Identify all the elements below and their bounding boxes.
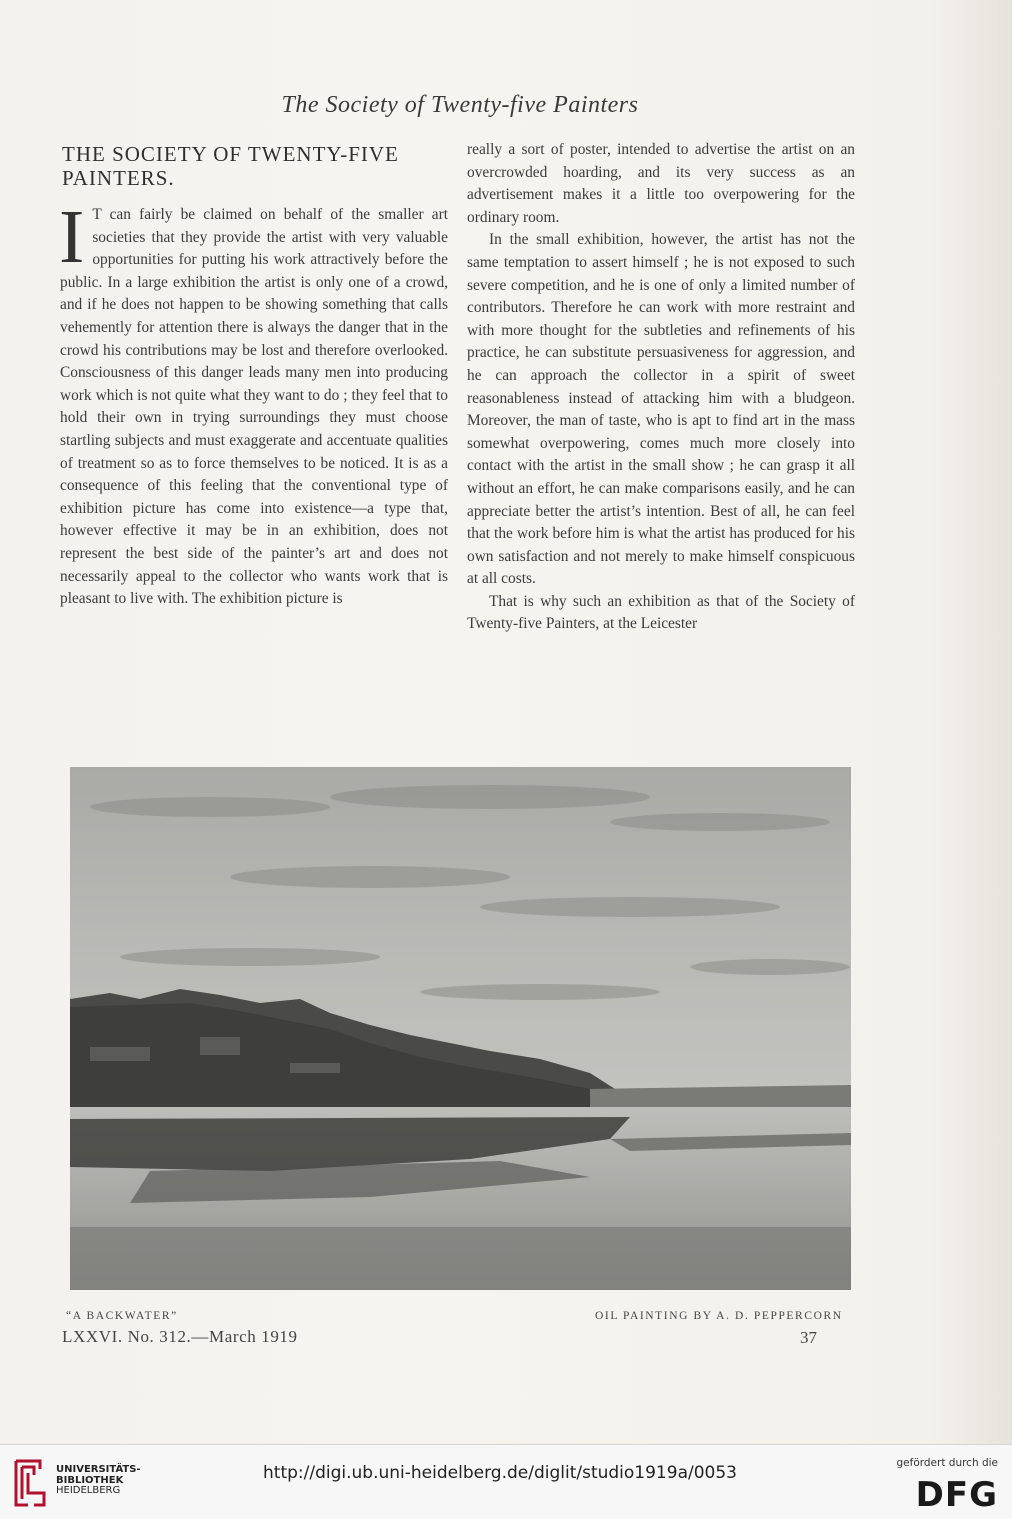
right-paragraph-2: In the small exhibition, however, the artist has not the same temptation to assert himself ; he is not exposed to such severe competition, and he is one of only a limited number of contributors. Therefore he can work with more restraint and with more thought for the subtleties and refinements of his practice, he can substitute persuasiveness for aggression, and he can approach the collector in a spirit of sweet reasonableness instead of attacking him with a bludgeon. Moreover, the man of taste, who is apt to find art in the mass somewhat overpowering, comes much more closely into contact with the artist in the small show ; he can grasp it all without an effort, he can make comparisons easily, and he can appreciate better the artist’s intention. Best of all, he can feel that the work before him is what the artist has produced for his own satisfaction and not merely to make himself conspicuous at all costs. [467, 231, 855, 588]
library-logo-icon [12, 1457, 52, 1509]
page-number: 37 [800, 1328, 817, 1347]
library-name-line2: BIBLIOTHEK [56, 1474, 124, 1486]
painting-illustration [70, 767, 851, 1290]
figure-caption-credit: OIL PAINTING BY A. D. PEPPERCORN [595, 1310, 843, 1322]
painting-image [70, 767, 851, 1290]
left-paragraph-text: T can fairly be claimed on behalf of the smaller art societies that they provide the artist with very valuable opportunities for putting his work attractively before the public. In a large exhibition the artist is only one of a crowd, and if he does not happen to be showing something that calls vehemently for attention there is always the danger that in the crowd his contributions may be lost and therefore overlooked. Consciousness of this danger leads many men into producing work which is not quite what they want to do ; they feel that to hold their own in trying surroundings they must choose startling subjects and must exaggerate and accentuate qualities of treatment so as to force themselves to be noticed. It is as a consequence of this feeling that the conventional type of exhibition picture has come into existence—a type that, however effective it may be in an exhibition, does not represent the best side of the painter’s art and does not necessarily appeal to the collector who wants work that is pleasant to live with. The exhibition picture is [60, 206, 448, 608]
dfg-logo: DFG [915, 1475, 998, 1515]
right-column [467, 139, 855, 636]
article-title-line2: PAINTERS. [62, 166, 175, 190]
volume-line: LXXVI. No. 312.—March 1919 [62, 1327, 298, 1346]
right-paragraph-3: That is why such an exhibition as that of the Society of Twenty-five Painters, at the Leicester [467, 592, 855, 633]
left-paragraph [59, 195, 448, 611]
right-paragraph-1: really a sort of poster, intended to advertise the artist on an overcrowded hoarding, and its very success as an advertisement makes it a little too overpowering for the ordinary room. [467, 141, 855, 226]
library-name-line1: UNIVERSITÄTS- [56, 1464, 141, 1475]
drop-cap: I [59, 195, 85, 279]
left-column [60, 142, 448, 611]
article-title [62, 142, 448, 190]
footer-bar [0, 1444, 1012, 1519]
running-head: The Society of Twenty-five Painters [281, 92, 639, 118]
permalink-url[interactable]: http://digi.ub.uni-heidelberg.de/diglit/studio1919a/0053 [263, 1463, 737, 1483]
figure-caption-title: “A BACKWATER” [66, 1310, 178, 1322]
library-name-line3: HEIDELBERG [56, 1485, 121, 1496]
library-name [56, 1465, 141, 1497]
funding-note: gefördert durch die [896, 1457, 998, 1469]
article-title-line1: THE SOCIETY OF TWENTY-FIVE [62, 142, 399, 166]
